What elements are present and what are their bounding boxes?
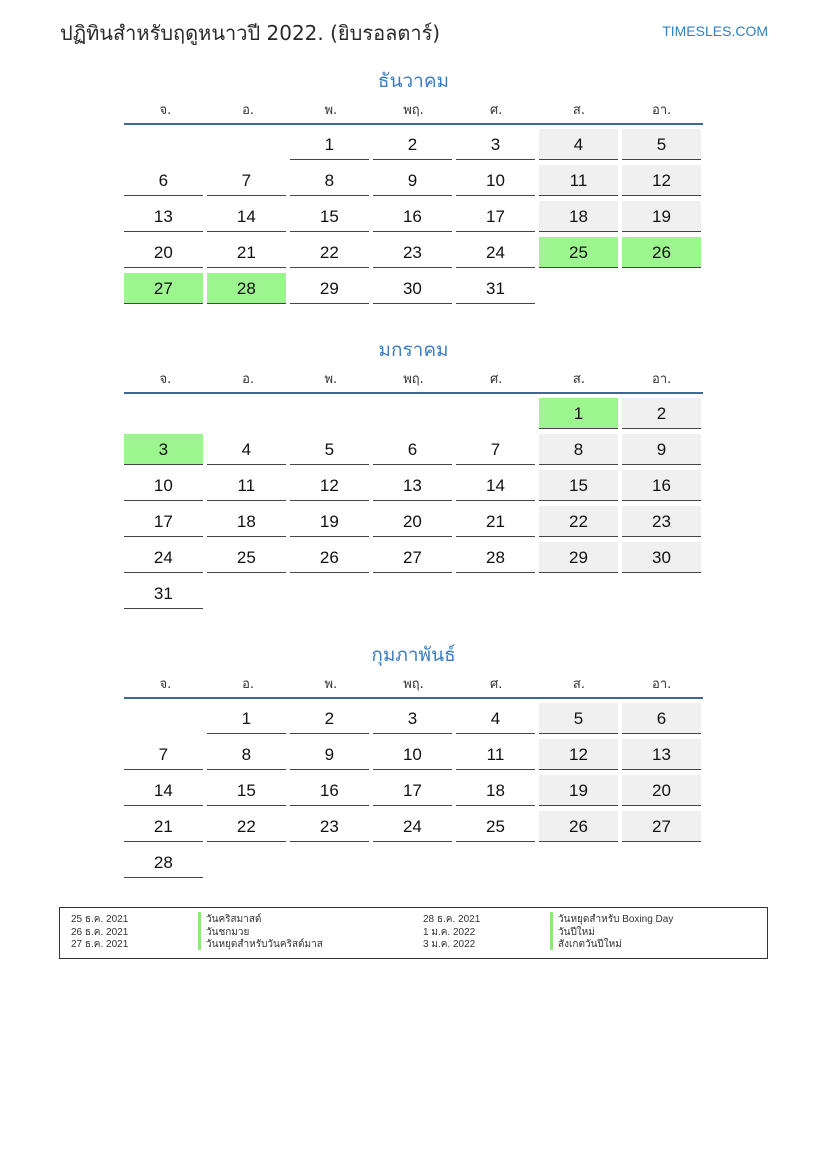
week-row (124, 578, 703, 614)
day-cell: 22 (290, 237, 369, 268)
day-cell: 26 (539, 811, 618, 842)
header-divider (124, 123, 703, 125)
week-row (124, 703, 703, 739)
day-cell: 23 (290, 811, 369, 842)
month-block (124, 640, 703, 883)
day-cell: 14 (124, 775, 203, 806)
legend-row (60, 925, 767, 938)
legend-date: 25 ธ.ค. 2021 (71, 914, 129, 925)
day-cell: 6 (124, 165, 203, 196)
month-name: ธันวาคม (377, 70, 450, 92)
month-name: มกราคม (378, 339, 449, 361)
day-cell: 27 (622, 811, 701, 842)
empty-day-cell (124, 703, 203, 734)
empty-day-cell (373, 398, 452, 429)
day-cell: 22 (207, 811, 286, 842)
month-name: กุมภาพันธ์ (371, 644, 456, 666)
day-cell: 24 (124, 542, 203, 573)
empty-day-cell (373, 847, 452, 878)
day-cell: 14 (456, 470, 535, 501)
day-cell: 11 (539, 165, 618, 196)
day-cell: 23 (373, 237, 452, 268)
day-cell: 9 (622, 434, 701, 465)
day-cell: 10 (373, 739, 452, 770)
brand-link[interactable]: TIMESLES.COM (662, 23, 768, 39)
weekday-label: อา. (652, 677, 672, 692)
legend-date: 28 ธ.ค. 2021 (423, 914, 481, 925)
day-cell: 21 (124, 811, 203, 842)
weekday-label: พ. (324, 103, 338, 118)
day-cell: 21 (207, 237, 286, 268)
legend-row (60, 912, 767, 925)
legend-holiday-name: สังเกตวันปีใหม่ (550, 937, 754, 950)
week-row (124, 811, 703, 847)
empty-day-cell (124, 129, 203, 160)
empty-day-cell (622, 273, 701, 304)
day-cell: 6 (622, 703, 701, 734)
day-cell: 17 (373, 775, 452, 806)
weekday-label: ส. (572, 103, 585, 118)
day-cell: 15 (539, 470, 618, 501)
day-cell: 1 (290, 129, 369, 160)
weekday-label: จ. (159, 677, 172, 692)
header-divider (124, 697, 703, 699)
weekday-label: พฤ. (403, 103, 424, 118)
empty-day-cell (373, 578, 452, 609)
day-cell: 2 (622, 398, 701, 429)
day-cell: 17 (456, 201, 535, 232)
week-row (124, 273, 703, 309)
week-row (124, 470, 703, 506)
day-cell: 27 (124, 273, 203, 304)
day-cell: 10 (456, 165, 535, 196)
empty-day-cell (539, 847, 618, 878)
legend-holiday-name: วันปีใหม่ (550, 925, 754, 938)
day-cell: 5 (622, 129, 701, 160)
week-row (124, 506, 703, 542)
day-cell: 12 (539, 739, 618, 770)
day-cell: 15 (290, 201, 369, 232)
day-cell: 16 (373, 201, 452, 232)
empty-day-cell (456, 578, 535, 609)
day-cell: 19 (539, 775, 618, 806)
day-cell: 28 (124, 847, 203, 878)
legend-date: 3 ม.ค. 2022 (423, 939, 476, 950)
week-row (124, 201, 703, 237)
day-cell: 26 (290, 542, 369, 573)
empty-day-cell (207, 398, 286, 429)
weekday-label: พฤ. (403, 677, 424, 692)
week-row (124, 542, 703, 578)
day-cell: 25 (207, 542, 286, 573)
legend-date: 27 ธ.ค. 2021 (71, 939, 129, 950)
day-cell: 6 (373, 434, 452, 465)
week-row (124, 434, 703, 470)
weekday-label: พฤ. (403, 372, 424, 387)
empty-day-cell (290, 847, 369, 878)
empty-day-cell (290, 578, 369, 609)
weekday-label: พ. (324, 372, 338, 387)
weekday-header (124, 365, 703, 392)
day-cell: 2 (290, 703, 369, 734)
day-cell: 11 (456, 739, 535, 770)
legend-holiday-name: วันหยุดสำหรับวันคริสต์มาส (198, 937, 402, 950)
day-cell: 23 (622, 506, 701, 537)
day-cell: 27 (373, 542, 452, 573)
page-title: ปฏิทินสำหรับฤดูหนาวปี 2022. (ยิบรอลตาร์) (60, 21, 441, 45)
day-cell: 15 (207, 775, 286, 806)
day-cell: 5 (290, 434, 369, 465)
day-cell: 22 (539, 506, 618, 537)
empty-day-cell (456, 398, 535, 429)
day-cell: 18 (207, 506, 286, 537)
weekday-label: ศ. (490, 103, 503, 118)
weekday-header (124, 96, 703, 123)
day-cell: 3 (373, 703, 452, 734)
day-cell: 20 (373, 506, 452, 537)
day-cell: 4 (539, 129, 618, 160)
day-cell: 13 (622, 739, 701, 770)
weekday-label: จ. (159, 372, 172, 387)
day-cell: 8 (539, 434, 618, 465)
weekday-label: ส. (572, 372, 585, 387)
legend-holiday-name: วันคริสมาสต์ (198, 912, 402, 925)
day-cell: 14 (207, 201, 286, 232)
empty-day-cell (622, 578, 701, 609)
legend-date: 26 ธ.ค. 2021 (71, 926, 129, 938)
day-cell: 24 (456, 237, 535, 268)
holiday-legend (59, 907, 768, 959)
weekday-label: อา. (652, 372, 672, 387)
day-cell: 30 (622, 542, 701, 573)
day-cell: 24 (373, 811, 452, 842)
empty-day-cell (207, 129, 286, 160)
day-cell: 4 (207, 434, 286, 465)
day-cell: 1 (539, 398, 618, 429)
day-cell: 9 (373, 165, 452, 196)
month-block (124, 335, 703, 614)
day-cell: 12 (622, 165, 701, 196)
day-cell: 1 (207, 703, 286, 734)
day-cell: 29 (539, 542, 618, 573)
weekday-label: อา. (652, 103, 672, 118)
week-row (124, 847, 703, 883)
empty-day-cell (290, 398, 369, 429)
empty-day-cell (539, 273, 618, 304)
day-cell: 26 (622, 237, 701, 268)
day-cell: 5 (539, 703, 618, 734)
weekday-header (124, 670, 703, 697)
day-cell: 16 (622, 470, 701, 501)
weekday-label: ศ. (490, 372, 503, 387)
empty-day-cell (456, 847, 535, 878)
day-cell: 11 (207, 470, 286, 501)
weekday-label: ส. (572, 677, 585, 692)
weekday-label: จ. (159, 103, 172, 118)
legend-date: 1 ม.ค. 2022 (423, 926, 476, 938)
day-cell: 9 (290, 739, 369, 770)
day-cell: 4 (456, 703, 535, 734)
weekday-label: ศ. (490, 677, 503, 692)
day-cell: 19 (622, 201, 701, 232)
day-cell: 21 (456, 506, 535, 537)
empty-day-cell (207, 847, 286, 878)
day-cell: 25 (456, 811, 535, 842)
day-cell: 7 (124, 739, 203, 770)
header-divider (124, 392, 703, 394)
day-cell: 17 (124, 506, 203, 537)
day-cell: 30 (373, 273, 452, 304)
empty-day-cell (622, 847, 701, 878)
weekday-label: อ. (242, 372, 255, 387)
day-cell: 13 (373, 470, 452, 501)
day-cell: 7 (207, 165, 286, 196)
week-row (124, 237, 703, 273)
week-row (124, 398, 703, 434)
week-row (124, 165, 703, 201)
day-cell: 7 (456, 434, 535, 465)
empty-day-cell (124, 398, 203, 429)
day-cell: 16 (290, 775, 369, 806)
day-cell: 3 (124, 434, 203, 465)
day-cell: 2 (373, 129, 452, 160)
day-cell: 20 (124, 237, 203, 268)
day-cell: 3 (456, 129, 535, 160)
week-row (124, 129, 703, 165)
day-cell: 31 (124, 578, 203, 609)
day-cell: 20 (622, 775, 701, 806)
legend-holiday-name: วันชกมวย (198, 925, 402, 938)
day-cell: 28 (207, 273, 286, 304)
day-cell: 8 (290, 165, 369, 196)
day-cell: 12 (290, 470, 369, 501)
day-cell: 18 (456, 775, 535, 806)
weekday-label: พ. (324, 677, 338, 692)
day-cell: 18 (539, 201, 618, 232)
day-cell: 31 (456, 273, 535, 304)
legend-holiday-name: วันหยุดสำหรับ Boxing Day (550, 912, 754, 925)
legend-row (60, 937, 767, 950)
day-cell: 19 (290, 506, 369, 537)
day-cell: 25 (539, 237, 618, 268)
empty-day-cell (207, 578, 286, 609)
day-cell: 8 (207, 739, 286, 770)
weekday-label: อ. (242, 103, 255, 118)
day-cell: 28 (456, 542, 535, 573)
day-cell: 10 (124, 470, 203, 501)
day-cell: 29 (290, 273, 369, 304)
day-cell: 13 (124, 201, 203, 232)
week-row (124, 739, 703, 775)
month-block (124, 66, 703, 309)
empty-day-cell (539, 578, 618, 609)
week-row (124, 775, 703, 811)
weekday-label: อ. (242, 677, 255, 692)
